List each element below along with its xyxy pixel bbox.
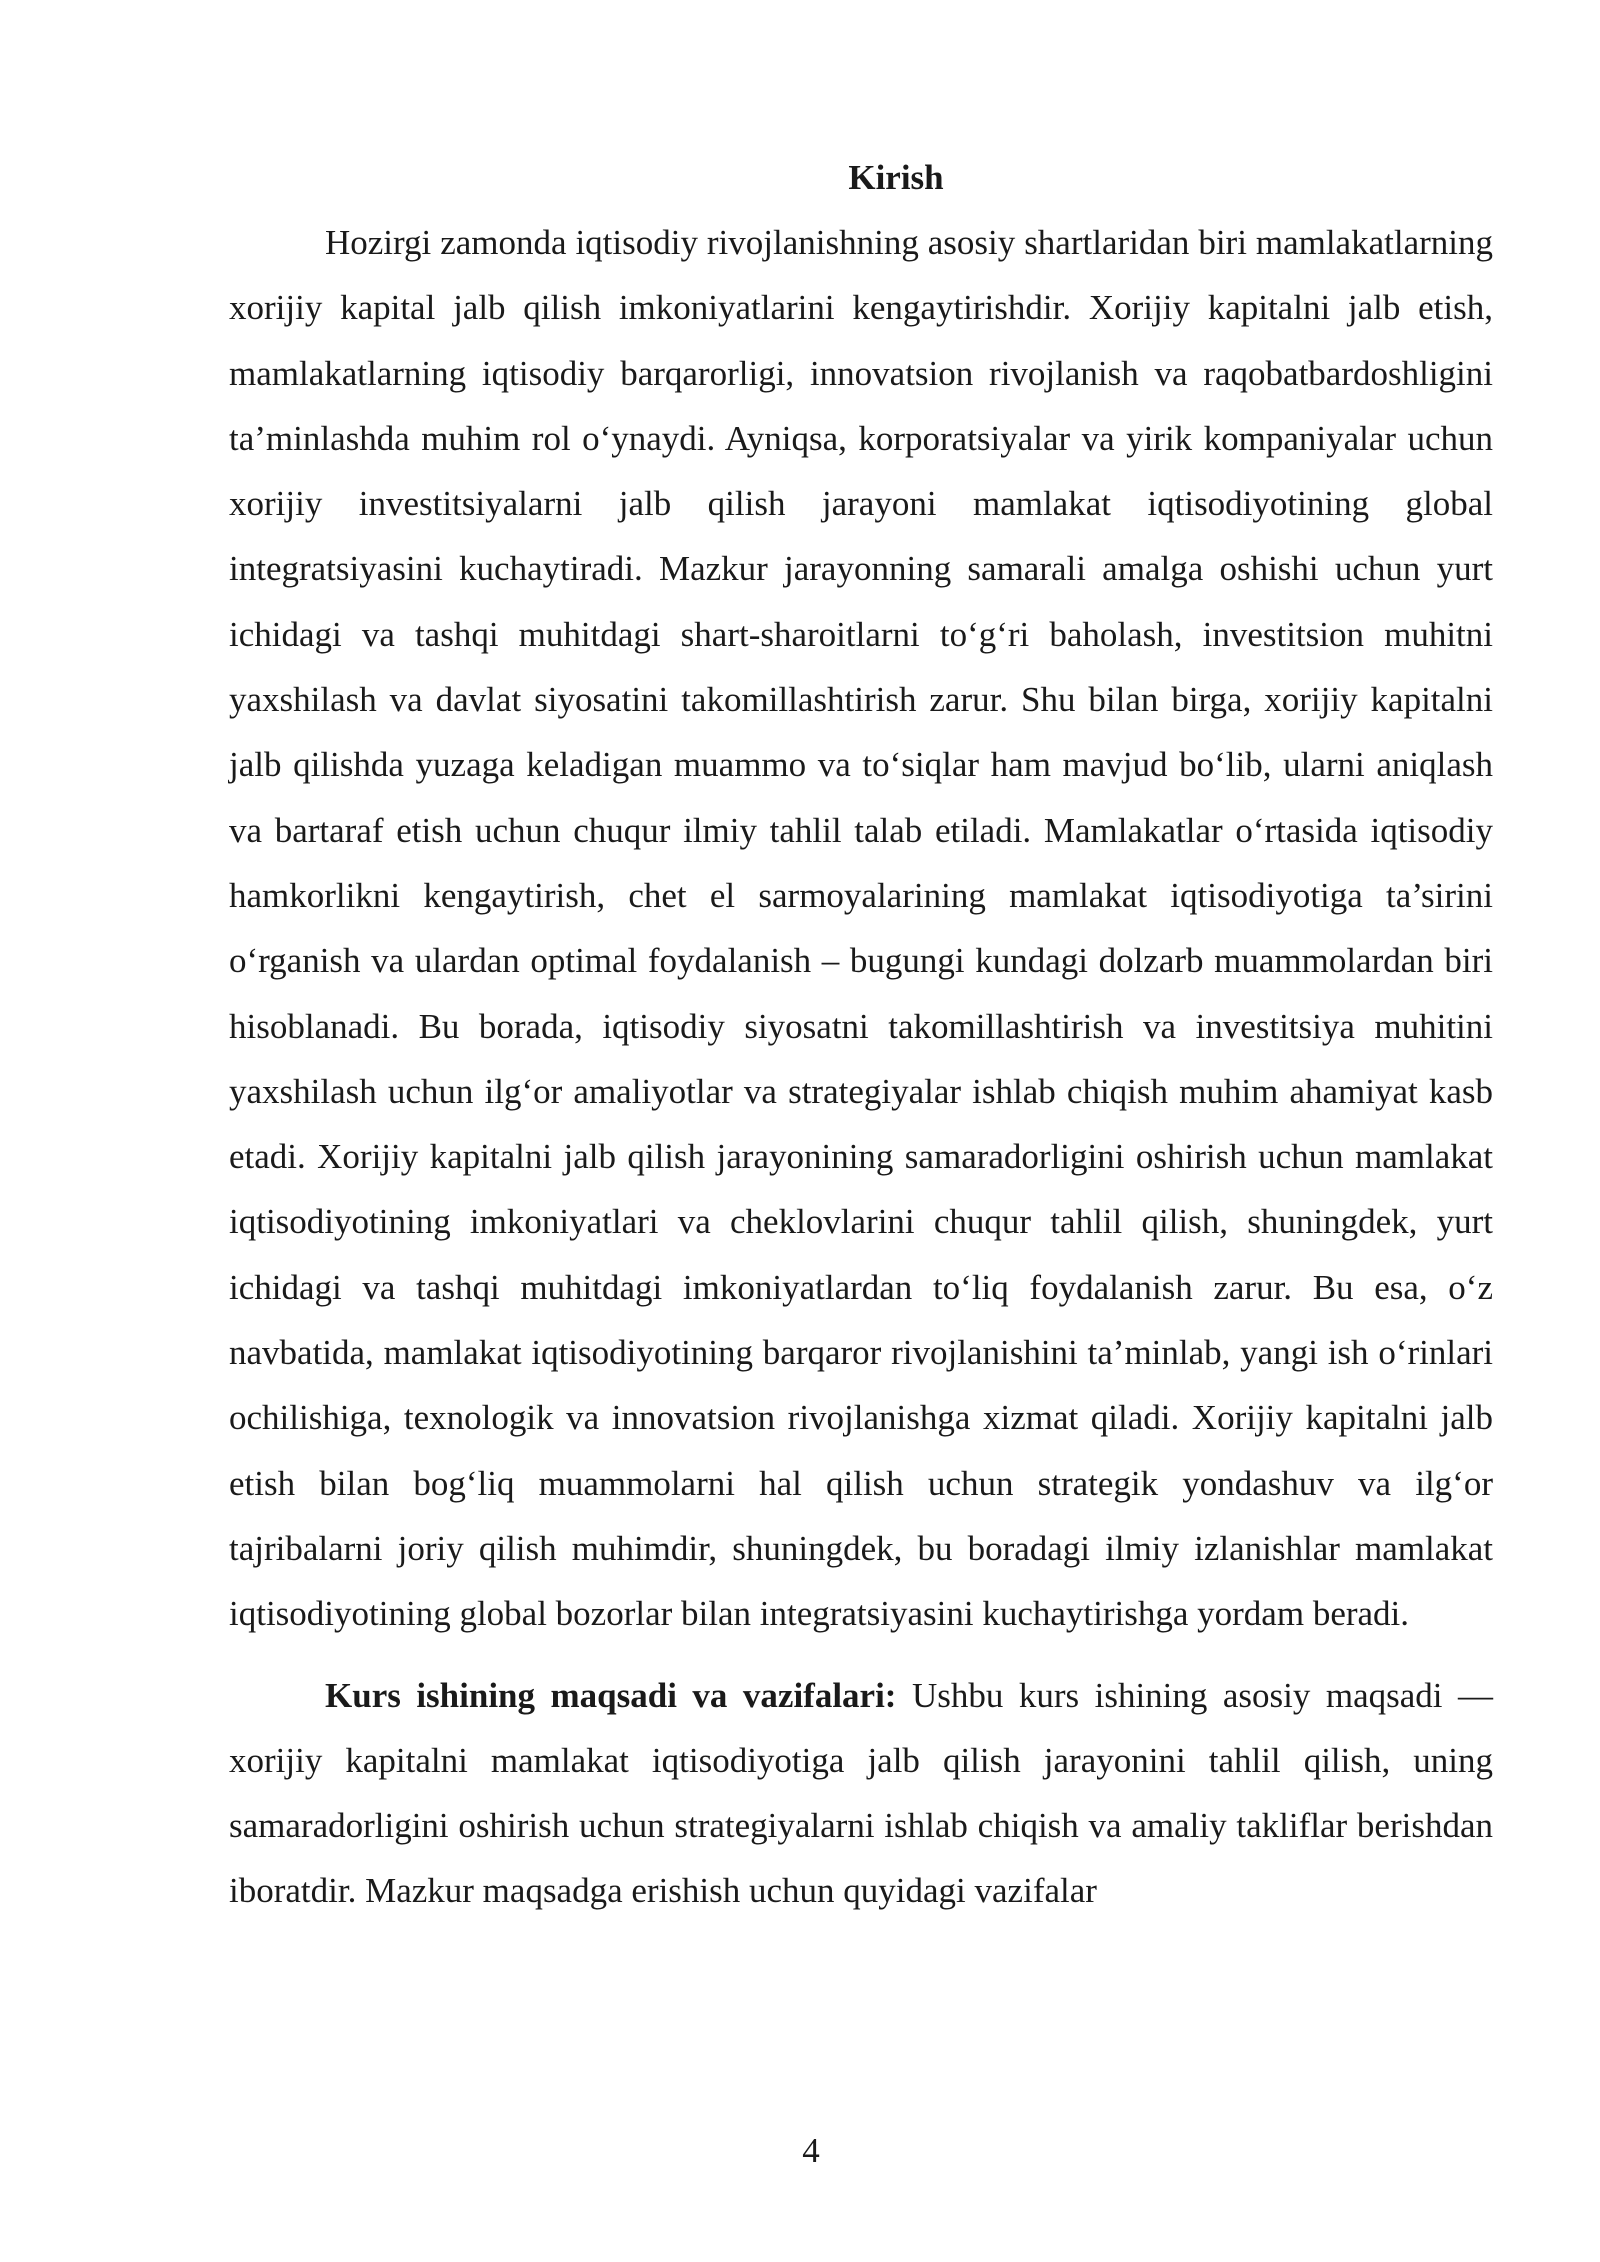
goals-lead: Kurs ishining maqsadi va vazifalari: [325, 1675, 897, 1715]
page-number: 4 [802, 2131, 820, 2170]
page-content [229, 145, 1493, 1924]
goals-text: Ushbu kurs ishining asosiy maqsadi — xorijiy kapitalni mamlakat iqtisodiyotiga jalb qilish jarayonini tahlil qilish, uning samaradorligini oshirish uchun strategiyalarni ishlab chiqish va amaliy takliflar berishdan iboratdir. Mazkur maqsadga erishish uchun quyidagi vazifalar [229, 1675, 1493, 1911]
intro-paragraph: Hozirgi zamonda iqtisodiy rivojlanishning asosiy shartlaridan biri mamlakatlarning xorijiy kapital jalb qilish imkoniyatlarini kengaytirishdir. Xorijiy kapitalni jalb etish, mamlakatlarning iqtisodiy barqarorligi, innovatsion rivojlanish va raqobatbardoshligini ta’minlashda muhim rol o‘ynaydi. Ayniqsa, korporatsiyalar va yirik kompaniyalar uchun xorijiy investitsiyalarni jalb qilish jarayoni mamlakat iqtisodiyotining global integratsiyasini kuchaytiradi. Mazkur jarayonning samarali amalga oshishi uchun yurt ichidagi va tashqi muhitdagi shart-sharoitlarni to‘g‘ri baholash, investitsion muhitni yaxshilash va davlat siyosatini takomillashtirish zarur. Shu bilan birga, xorijiy kapitalni jalb qilishda yuzaga keladigan muammo va to‘siqlar ham mavjud bo‘lib, ularni aniqlash va bartaraf etish uchun chuqur ilmiy tahlil talab etiladi. Mamlakatlar o‘rtasida iqtisodiy hamkorlikni kengaytirish, chet el sarmoyalarining mamlakat iqtisodiyotiga ta’sirini o‘rganish va ulardan optimal foydalanish – bugungi kundagi dolzarb muammolardan biri hisoblanadi. Bu borada, iqtisodiy siyosatni takomillashtirish va investitsiya muhitini yaxshilash uchun ilg‘or amaliyotlar va strategiyalar ishlab chiqish muhim ahamiyat kasb etadi. Xorijiy kapitalni jalb qilish jarayonining samaradorligini oshirish uchun mamlakat iqtisodiyotining imkoniyatlari va cheklovlarini chuqur tahlil qilish, shuningdek, yurt ichidagi va tashqi muhitdagi imkoniyatlardan to‘liq foydalanish zarur. Bu esa, o‘z navbatida, mamlakat iqtisodiyotining barqaror rivojlanishini ta’minlab, yangi ish o‘rinlari ochilishiga, texnologik va innovatsion rivojlanishga xizmat qiladi. Xorijiy kapitalni jalb etish bilan bog‘liq muammolarni hal qilish uchun strategik yondashuv va ilg‘or tajribalarni joriy qilish muhimdir, shuningdek, bu boradagi ilmiy izlanishlar mamlakat iqtisodiyotining global bozorlar bilan integratsiyasini kuchaytirishga yordam beradi. [229, 223, 1493, 1634]
goals-paragraph [229, 1663, 1493, 1924]
section-heading: Kirish [848, 158, 944, 197]
